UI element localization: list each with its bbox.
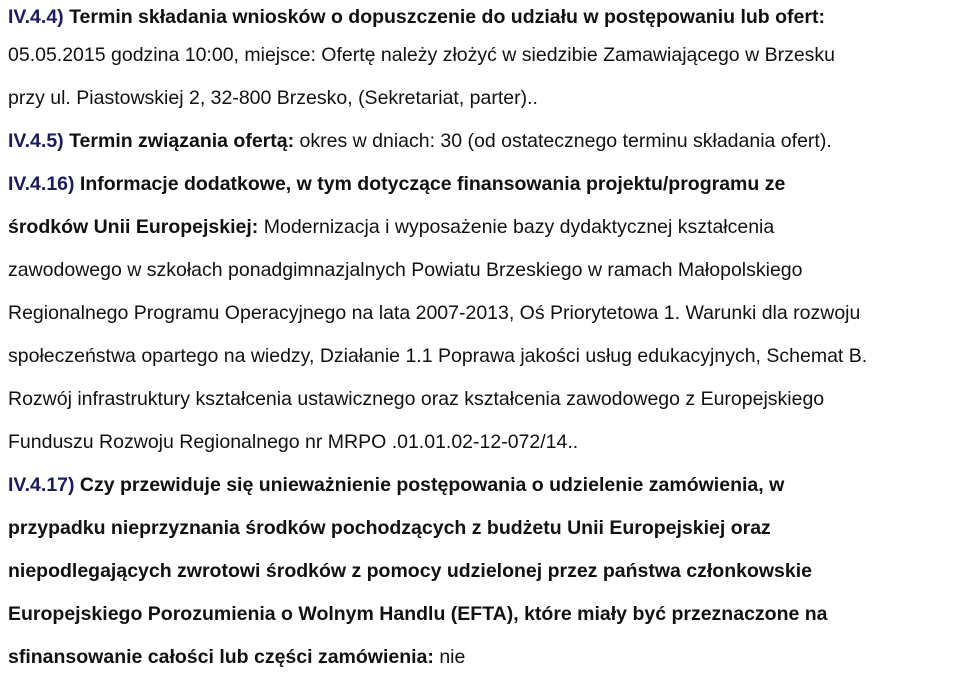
section-text: Modernizacja i wyposażenie bazy dydaktycznej kształcenia — [263, 216, 775, 238]
text-line: Rozwój infrastruktury kształcenia ustawicznego oraz kształcenia zawodowego z Europejskiego — [8, 388, 825, 410]
section-title: Termin związania ofertą: — [69, 130, 295, 152]
text-line: 05.05.2015 godzina 10:00, miejsce: Ofertę należy złożyć w siedzibie Zamawiającego w Brzesku — [8, 44, 836, 66]
section-id: IV.4.16) — [8, 173, 75, 195]
text-line: Regionalnego Programu Operacyjnego na lata 2007-2013, Oś Priorytetowa 1. Warunki dla rozwoju — [8, 302, 861, 324]
section-id: IV.4.5) — [8, 130, 64, 152]
section-title: sfinansowanie całości lub części zamówienia: — [8, 646, 434, 668]
text-line: zawodowego w szkołach ponadgimnazjalnych Powiatu Brzeskiego w ramach Małopolskiego — [8, 259, 803, 281]
section-4-4-4-heading — [8, 5, 956, 29]
text-line: Europejskiego Porozumienia o Wolnym Handlu (EFTA), które miały być przeznaczone na — [8, 603, 828, 625]
section-title: Informacje dodatkowe, w tym dotyczące finansowania projektu/programu ze — [79, 173, 786, 195]
section-id: IV.4.17) — [8, 474, 75, 496]
text-line: przy ul. Piastowskiej 2, 32-800 Brzesko, (Sekretariat, parter).. — [8, 87, 538, 109]
section-title: Termin składania wniosków o dopuszczenie do udziału w postępowaniu lub ofert: — [69, 6, 825, 28]
section-title: Czy przewiduje się unieważnienie postępowania o udzielenie zamówienia, w — [79, 474, 785, 496]
answer-value: nie — [439, 646, 466, 668]
section-4-4-17-heading — [8, 473, 956, 497]
text-line: społeczeństwa opartego na wiedzy, Działanie 1.1 Poprawa jakości usług edukacyjnych, Schemat B. — [8, 345, 868, 367]
section-title: środków Unii Europejskiej: — [8, 216, 259, 238]
text-line: przypadku nieprzyznania środków pochodzących z budżetu Unii Europejskiej oraz — [8, 517, 771, 539]
section-4-4-5 — [8, 129, 956, 153]
section-text: okres w dniach: 30 (od ostatecznego terminu składania ofert). — [299, 130, 832, 152]
text-line: Funduszu Rozwoju Regionalnego nr MRPO .01.01.02-12-072/14.. — [8, 431, 579, 453]
section-id: IV.4.4) — [8, 6, 64, 28]
text-line: niepodlegających zwrotowi środków z pomocy udzielonej przez państwa członkowskie — [8, 560, 812, 582]
section-4-4-17-last-line — [8, 645, 956, 669]
section-4-4-16-heading — [8, 172, 956, 196]
section-4-4-16-line2 — [8, 215, 956, 239]
